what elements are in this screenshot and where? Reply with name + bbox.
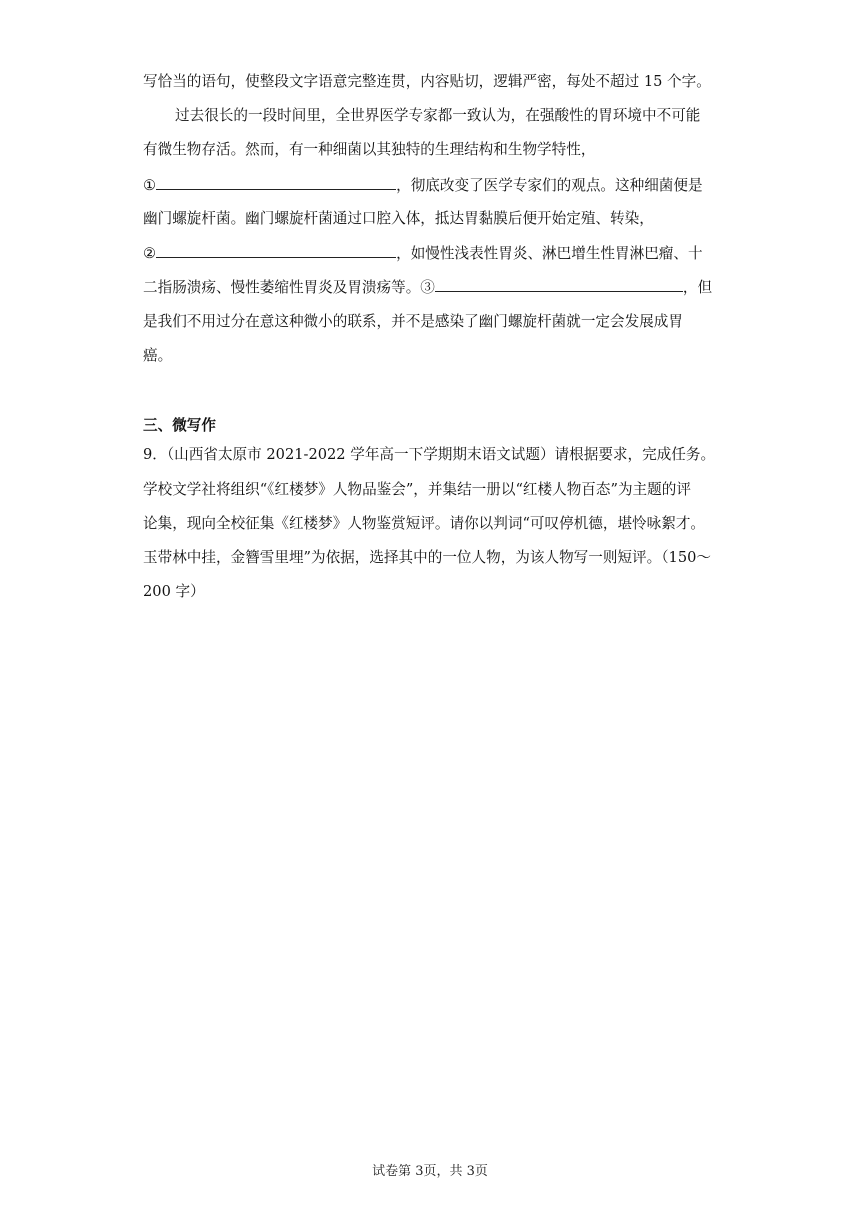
passage-line	[143, 243, 703, 264]
passage-line: 写恰当的语句，使整段文字语意完整连贯，内容贴切，逻辑严密，每处不超过 15 个字。	[143, 73, 711, 90]
blank-marker: ①	[143, 177, 157, 194]
passage-text: ，如慢性浅表性胃炎、淋巴增生性胃淋巴瘤、十	[396, 245, 703, 262]
passage-text: 二指肠溃疡、慢性萎缩性胃炎及胃溃疡等。③	[143, 279, 435, 296]
answer-blank-2[interactable]	[156, 243, 396, 258]
question-line: 玉带林中挂，金簪雪里埋”为依据，选择其中的一位人物，为该人物写一则短评。（150～	[143, 549, 711, 566]
passage-line: 是我们不用过分在意这种微小的联系，并不是感染了幽门螺旋杆菌就一定会发展成胃	[143, 313, 683, 330]
passage-line	[143, 175, 703, 196]
question-line: 学校文学社将组织“《红楼梦》人物品鉴会”，并集结一册以“红楼人物百态”为主题的评	[143, 481, 691, 498]
passage-line	[143, 277, 712, 298]
passage-line: 癌。	[143, 347, 173, 364]
answer-blank-3[interactable]	[435, 277, 683, 292]
passage-line: 过去很长的一段时间里，全世界医学专家都一致认为，在强酸性的胃环境中不可能	[175, 107, 701, 124]
passage-text: ，彻底改变了医学专家们的观点。这种细菌便是	[396, 177, 703, 194]
page-footer: 试卷第 3页，共 3页	[372, 1164, 488, 1179]
question-line: 9．（山西省太原市 2021-2022 学年高一下学期期末语文试题）请根据要求，完成任务。	[143, 446, 716, 463]
answer-blank-1[interactable]	[156, 175, 396, 190]
passage-text: ，但	[682, 279, 713, 296]
question-line: 200 字）	[143, 583, 205, 600]
passage-line: 幽门螺旋杆菌。幽门螺旋杆菌通过口腔入体，抵达胃黏膜后便开始定殖、转染，	[143, 210, 654, 227]
question-line: 论集，现向全校征集《红楼梦》人物鉴赏短评。请你以判词“可叹停机德，堪怜咏絮才。	[143, 515, 706, 532]
section-heading: 三、微写作	[143, 417, 216, 434]
passage-line: 有微生物存活。然而，有一种细菌以其独特的生理结构和生物学特性，	[143, 141, 596, 158]
blank-marker: ②	[143, 245, 157, 262]
